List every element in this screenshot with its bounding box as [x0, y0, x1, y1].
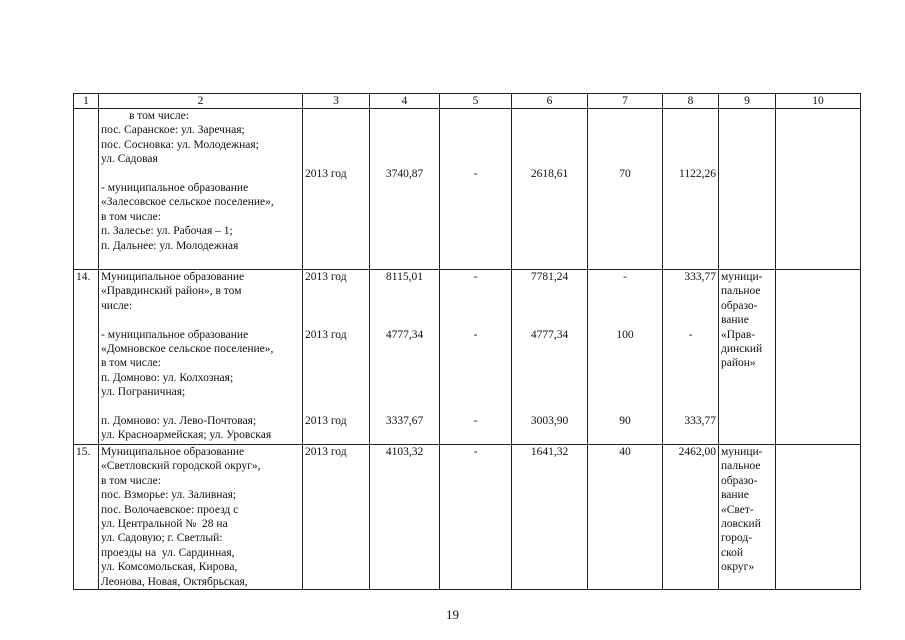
col9-cell [719, 445, 776, 590]
col7-cell [588, 109, 663, 270]
description-line: - муниципальное образование [101, 328, 249, 341]
col5-cell [440, 109, 512, 270]
value: 90 [619, 414, 631, 427]
value: - [473, 446, 478, 458]
col-header-8: 8 [663, 94, 719, 109]
col10-cell [776, 109, 861, 270]
executor-line: муници- [721, 446, 763, 458]
executor-line: «Прав- [721, 328, 756, 341]
executor-line: вание [721, 489, 749, 502]
col6-cell [512, 270, 588, 445]
col-header-1: 1 [74, 94, 99, 109]
description-line: в том числе: [129, 110, 189, 122]
value: - [688, 328, 693, 341]
col5-cell [440, 270, 512, 445]
col4-cell [370, 445, 440, 590]
col5-cell [440, 445, 512, 590]
value: - [623, 271, 627, 283]
spacer [101, 167, 300, 181]
value: 4777,34 [530, 328, 569, 341]
col-header-2: 2 [99, 94, 303, 109]
description-line: пос. Саранское: ул. Заречная; [101, 124, 245, 137]
description-line: пос. Сосновка: ул. Молодежная; [101, 138, 259, 151]
col-header-6: 6 [512, 94, 588, 109]
executor-line: образо- [721, 474, 758, 487]
spacer [101, 313, 300, 327]
value: 8115,01 [386, 271, 423, 283]
col4-cell [370, 109, 440, 270]
value: 3003,90 [530, 414, 569, 427]
data-table [73, 93, 861, 590]
value: 3740,87 [385, 167, 424, 180]
description-line: пос. Волочаевское: проезд с [101, 503, 239, 516]
col-header-4: 4 [370, 94, 440, 109]
description-line: числе: [101, 299, 133, 312]
col7-cell [588, 445, 663, 590]
description-line: в том числе: [101, 357, 161, 370]
description-line: в том числе: [101, 474, 161, 487]
description-line: Муниципальное образование [101, 446, 245, 458]
description-line: ул. Садовая [101, 153, 158, 166]
executor-line: ловский [721, 518, 761, 531]
row-number-cell: 14. [74, 270, 99, 445]
row-number-cell: 15. [74, 445, 99, 590]
year-cell [303, 109, 370, 270]
value: 333,77 [684, 414, 716, 427]
col-header-3: 3 [303, 94, 370, 109]
description-line: «Залесовское сельское поселение», [101, 196, 274, 209]
value: 7781,24 [530, 271, 569, 283]
col-header-7: 7 [588, 94, 663, 109]
col10-cell [776, 270, 861, 445]
executor-line: муници- [721, 271, 763, 283]
value: - [473, 328, 478, 341]
description-line: ул. Садовую; г. Светлый: [101, 532, 223, 545]
description-line: «Правдинский район», в том [101, 285, 242, 298]
description-line: «Домновское сельское поселение», [101, 343, 274, 356]
value: 4103,32 [385, 446, 424, 458]
col4-cell [370, 270, 440, 445]
executor-line: город- [721, 532, 753, 545]
executor-line: округ» [721, 561, 755, 574]
executor-line: пальное [721, 460, 761, 473]
description-cell [99, 270, 303, 445]
description-line: «Светловский городской округ», [101, 460, 261, 473]
value: - [473, 167, 478, 180]
col10-cell [776, 445, 861, 590]
year-value: 2013 год [305, 414, 347, 427]
year-value: 2013 год [305, 446, 347, 458]
col-header-10: 10 [776, 94, 861, 109]
executor-line: вание [721, 314, 749, 327]
page-number: 19 [446, 607, 459, 622]
col-header-9: 9 [719, 94, 776, 109]
col6-cell [512, 445, 588, 590]
table-row-15 [74, 445, 861, 590]
value: 333,77 [684, 271, 716, 283]
col8-cell [663, 270, 719, 445]
col7-cell [588, 270, 663, 445]
col6-cell [512, 109, 588, 270]
description-line: Леонова, Новая, Октябрьская, [101, 575, 248, 588]
year-cell [303, 270, 370, 445]
description-line: проезды на ул. Сардинная, [101, 546, 235, 559]
spacer [101, 400, 300, 414]
executor-line: ской [721, 546, 744, 559]
description-line: пос. Взморье: ул. Заливная; [101, 489, 237, 502]
description-line: ул. Пограничная; [101, 386, 186, 399]
description-line: Муниципальное образование [101, 271, 245, 283]
row-number-cell [74, 109, 99, 270]
description-cell [99, 445, 303, 590]
col9-cell [719, 109, 776, 270]
year-value: 2013 год [305, 271, 347, 283]
description-line: п. Домново: ул. Колхозная; [101, 371, 234, 384]
col-header-5: 5 [440, 94, 512, 109]
value: 100 [616, 328, 634, 341]
value: 40 [619, 446, 631, 458]
description-line: - муниципальное образование [101, 182, 249, 195]
table-row-14 [74, 270, 861, 445]
description-line: ул. Красноармейская; ул. Уровская [101, 429, 272, 442]
year-value: 2013 год [305, 328, 347, 341]
value: 1641,32 [530, 446, 569, 458]
executor-line: пальное [721, 285, 761, 298]
col9-cell [719, 270, 776, 445]
executor-line: образо- [721, 299, 758, 312]
description-line: ул. Комсомольская, Кирова, [101, 561, 238, 574]
col8-cell [663, 109, 719, 270]
value: - [473, 271, 478, 283]
description-line: п. Домново: ул. Лево-Почтовая; [101, 415, 257, 428]
value: 3337,67 [385, 414, 424, 427]
table-row-continuation [74, 109, 861, 270]
executor-line: район» [721, 357, 756, 370]
value: 2462,00 [678, 446, 716, 458]
year-cell [303, 445, 370, 590]
col8-cell [663, 445, 719, 590]
description-line: в том числе: [101, 210, 161, 223]
value: 1122,26 [679, 167, 716, 180]
year-value: 2013 год [305, 167, 347, 180]
value: 4777,34 [385, 328, 424, 341]
value: 2618,61 [530, 167, 569, 180]
description-line: п. Залесье: ул. Рабочая – 1; [101, 225, 233, 238]
description-cell [99, 109, 303, 270]
value: 70 [619, 167, 631, 180]
header-row [74, 94, 861, 109]
description-line: п. Дальнее: ул. Молодежная [101, 239, 239, 252]
value: - [473, 414, 478, 427]
executor-line: «Свет- [721, 503, 754, 516]
executor-line: динский [721, 343, 763, 356]
description-line: ул. Центральной № 28 на [101, 518, 228, 531]
